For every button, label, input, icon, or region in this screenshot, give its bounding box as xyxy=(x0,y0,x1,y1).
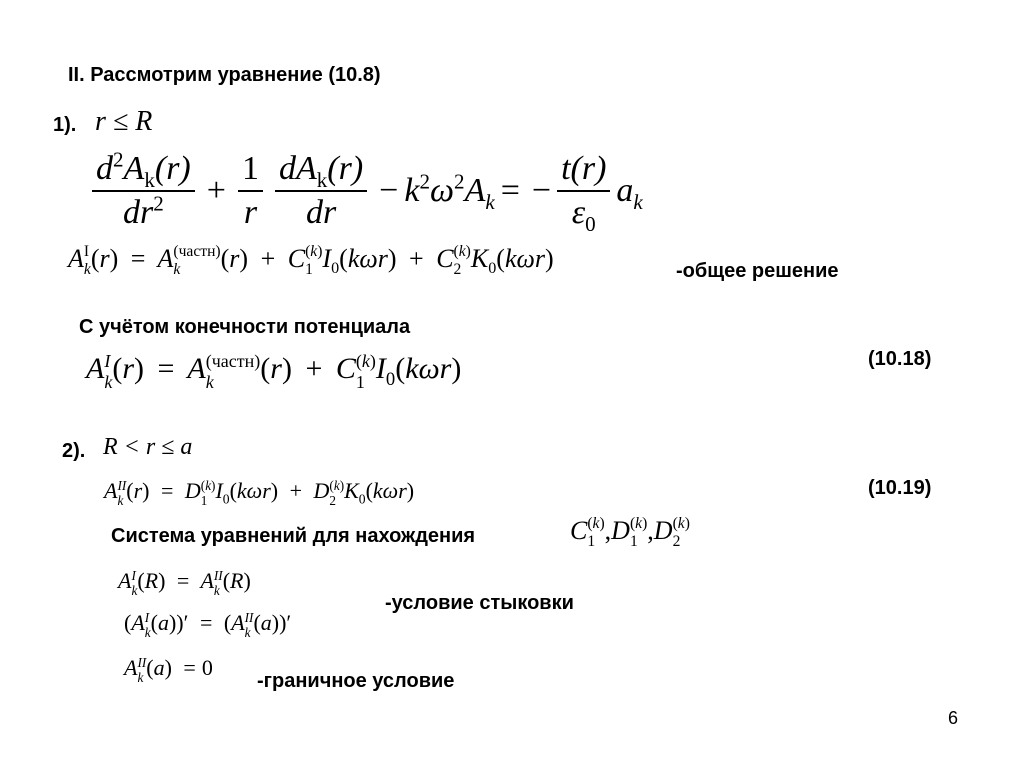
finiteness-note: С учётом конечности потенциала xyxy=(79,316,411,338)
case2-label: 2). xyxy=(62,440,86,462)
matching-condition-value: A I k (R) = A II k (R) xyxy=(118,567,251,598)
case1-label: 1). xyxy=(53,114,77,136)
matching-note: -условие стыковки xyxy=(385,592,574,614)
general-solution-equation: A I k (r) = A (частн) k (r) + C (k) 1 $I_0(k\omega r) + C$ (k) 2 $K_0(k\omega r)$ xyxy=(68,243,554,279)
equation-number-10-19: (10.19) xyxy=(868,477,932,499)
differential-equation: $\frac{d^2A_k(r)}{dr^2}$ + $\frac{1}{r}$ $\frac{dA_k(r)}{dr}$ − $k^2\omega^2A_k$ = − $\frac{t(r)}{\varepsilon_0}$ $a_k$ xyxy=(86,150,643,232)
boundary-condition: A II k (a) = 0 xyxy=(124,654,213,685)
equation-10-18: A I k (r) = A (частн) k (r) + C (k) 1 $I_0(k\omega r)$ xyxy=(86,351,462,392)
boundary-note: -граничное условие xyxy=(257,670,455,692)
section-heading: II. Рассмотрим уравнение (10.8) xyxy=(68,64,381,86)
case1-condition: r ≤ R xyxy=(95,106,153,137)
matching-condition-derivative: (A I k (a))′ = (A II k (a))′ xyxy=(124,609,292,640)
page-number: 6 xyxy=(948,708,959,728)
equation-10-19: A II k (r) = D (k) 1 $I_0(k\omega r) + D$ (k) 2 $K_0(k\omega r)$ xyxy=(104,477,415,508)
general-solution-note: -общее решение xyxy=(676,260,839,282)
equation-number-10-18: (10.18) xyxy=(868,348,932,370)
case2-condition: R < r ≤ a xyxy=(103,434,193,460)
particular-superscript: (частн) xyxy=(173,243,221,261)
unknown-coefficients: C (k) 1 ,D (k) 1 ,D (k) 2 xyxy=(570,515,690,551)
particular-superscript-2: (частн) xyxy=(205,351,261,371)
system-note: Система уравнений для нахождения xyxy=(111,525,476,547)
